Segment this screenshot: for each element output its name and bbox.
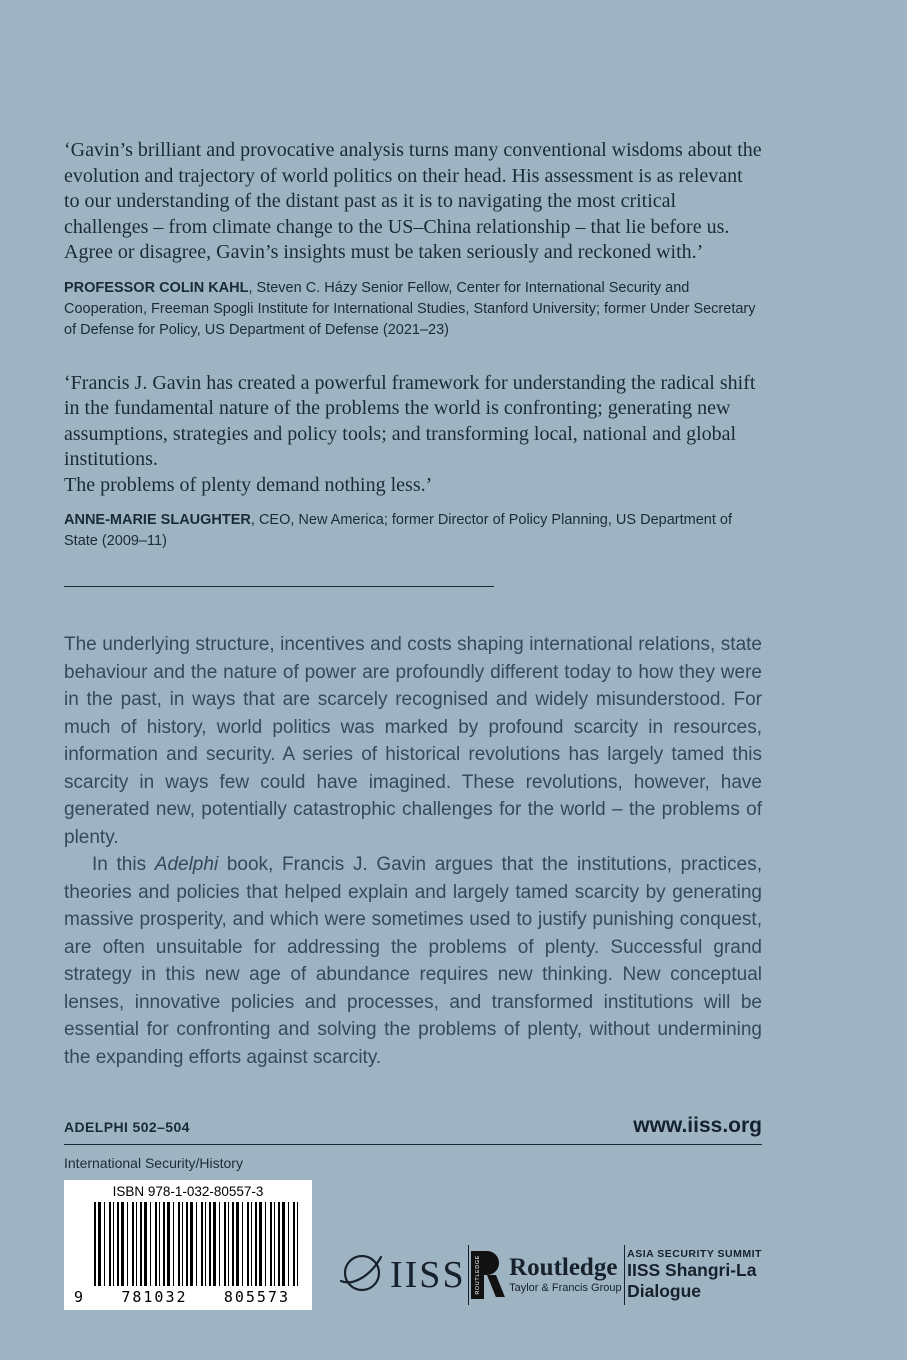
cover-footer — [64, 1114, 762, 1171]
footer-row — [64, 1114, 762, 1138]
website-url: www.iiss.org — [633, 1114, 762, 1137]
quote-text-last-line: The problems of plenty demand nothing less.’ — [64, 473, 433, 496]
quote-attribution — [64, 278, 762, 341]
barcode-digits-mid: 781032 — [121, 1288, 188, 1306]
endorsement-quote — [64, 371, 762, 499]
taylor-francis-label: Taylor & Francis Group — [509, 1282, 622, 1295]
barcode-digits — [72, 1288, 304, 1306]
synopsis-paragraph-2 — [64, 851, 762, 1071]
attribution-details: , Steven C. Házy Senior Fellow, Center for International Security and Cooperation, Freeman Spogli Institute for International Studies, Stanford University; former Under Secretary of Defense for Policy, US Department of Defense (2021–23) — [64, 279, 756, 338]
attribution-name: ANNE-MARIE SLAUGHTER — [64, 512, 251, 528]
series-name-italic: Adelphi — [154, 854, 219, 875]
series-label: ADELPHI 502–504 — [64, 1119, 190, 1135]
endorsement-1 — [64, 138, 762, 341]
barcode-digit-left: 9 — [74, 1288, 86, 1306]
barcode-digits-right: 805573 — [223, 1288, 290, 1306]
synopsis-text: In this — [92, 854, 155, 875]
shangri-la-dialogue-logo — [627, 1248, 762, 1303]
isbn-barcode — [64, 1180, 312, 1310]
endorsement-quote: ‘Gavin’s brilliant and provocative analysis turns many conventional wisdoms about the evolution and trajectory of world politics on their head. His assessment is as relevant to our understanding of the distant past as it is to navigating the most critical challenges – from climate change to the US–China relationship – that lie before us. Agree or disagree, Gavin’s insights must be taken seriously and reckoned with.’ — [64, 139, 762, 263]
globe-icon — [338, 1250, 384, 1301]
logo-divider — [468, 1245, 470, 1305]
synopsis-paragraph-1: The underlying structure, incentives and costs shaping international relations, state behaviour and the nature of power are profoundly different today to how they were in the past, in ways that are scarcely recognised and widely misunderstood. For much of history, world politics was marked by profound scarcity in resources, information and security. A series of historical revolutions has largely tamed this scarcity in ways few could have imagined. These revolutions, however, have generated new, potentially catastrophic challenges for the world – the problems of plenty. — [64, 634, 762, 848]
logo-divider — [624, 1245, 626, 1305]
footer-rule — [64, 1144, 762, 1145]
iiss-wordmark: IISS — [390, 1254, 466, 1296]
isbn-label: ISBN 978-1-032-80557-3 — [112, 1184, 264, 1199]
routledge-spine-text: ROUTLEDGE — [474, 1255, 481, 1295]
summit-name-line2: Dialogue — [627, 1281, 702, 1302]
summit-name-line1: IISS Shangri-La — [627, 1260, 757, 1281]
endorsement-2 — [64, 371, 762, 553]
section-divider — [64, 586, 494, 587]
routledge-logo — [471, 1251, 621, 1299]
attribution-name: PROFESSOR COLIN KAHL — [64, 279, 249, 296]
category-label: International Security/History — [64, 1155, 243, 1171]
routledge-wordmark: Routledge — [509, 1254, 618, 1282]
publisher-logos-row — [338, 1232, 762, 1318]
synopsis-text: book, Francis J. Gavin argues that the institutions, practices, theories and policies that helped explain and largely tamed scarcity by generating massive prosperity, and which were sometimes used to justify punishing conquest, are often unsuitable for addressing the problems of plenty. Successful grand strategy in this new age of abundance requires new thinking. New conceptual lenses, innovative policies and processes, and transformed institutions will be essential for confronting and solving the problems of plenty, without undermining the expanding efforts against scarcity. — [64, 854, 762, 1068]
quote-attribution — [64, 510, 762, 552]
barcode-bars — [94, 1202, 298, 1286]
iiss-logo — [338, 1250, 466, 1301]
quote-text: ‘Francis J. Gavin has created a powerful framework for understanding the radical shift in the fundamental nature of the problems the world is confronting; generating new assumptions, strategies and policy tools; and transforming local, national and global institutions. — [64, 371, 756, 470]
summit-title: ASIA SECURITY SUMMIT — [627, 1247, 762, 1260]
attribution-details: , CEO, New America; former Director of Policy Planning, US Department of State (2009–11) — [64, 512, 732, 549]
book-synopsis — [64, 631, 762, 1071]
routledge-r-icon — [471, 1251, 499, 1299]
